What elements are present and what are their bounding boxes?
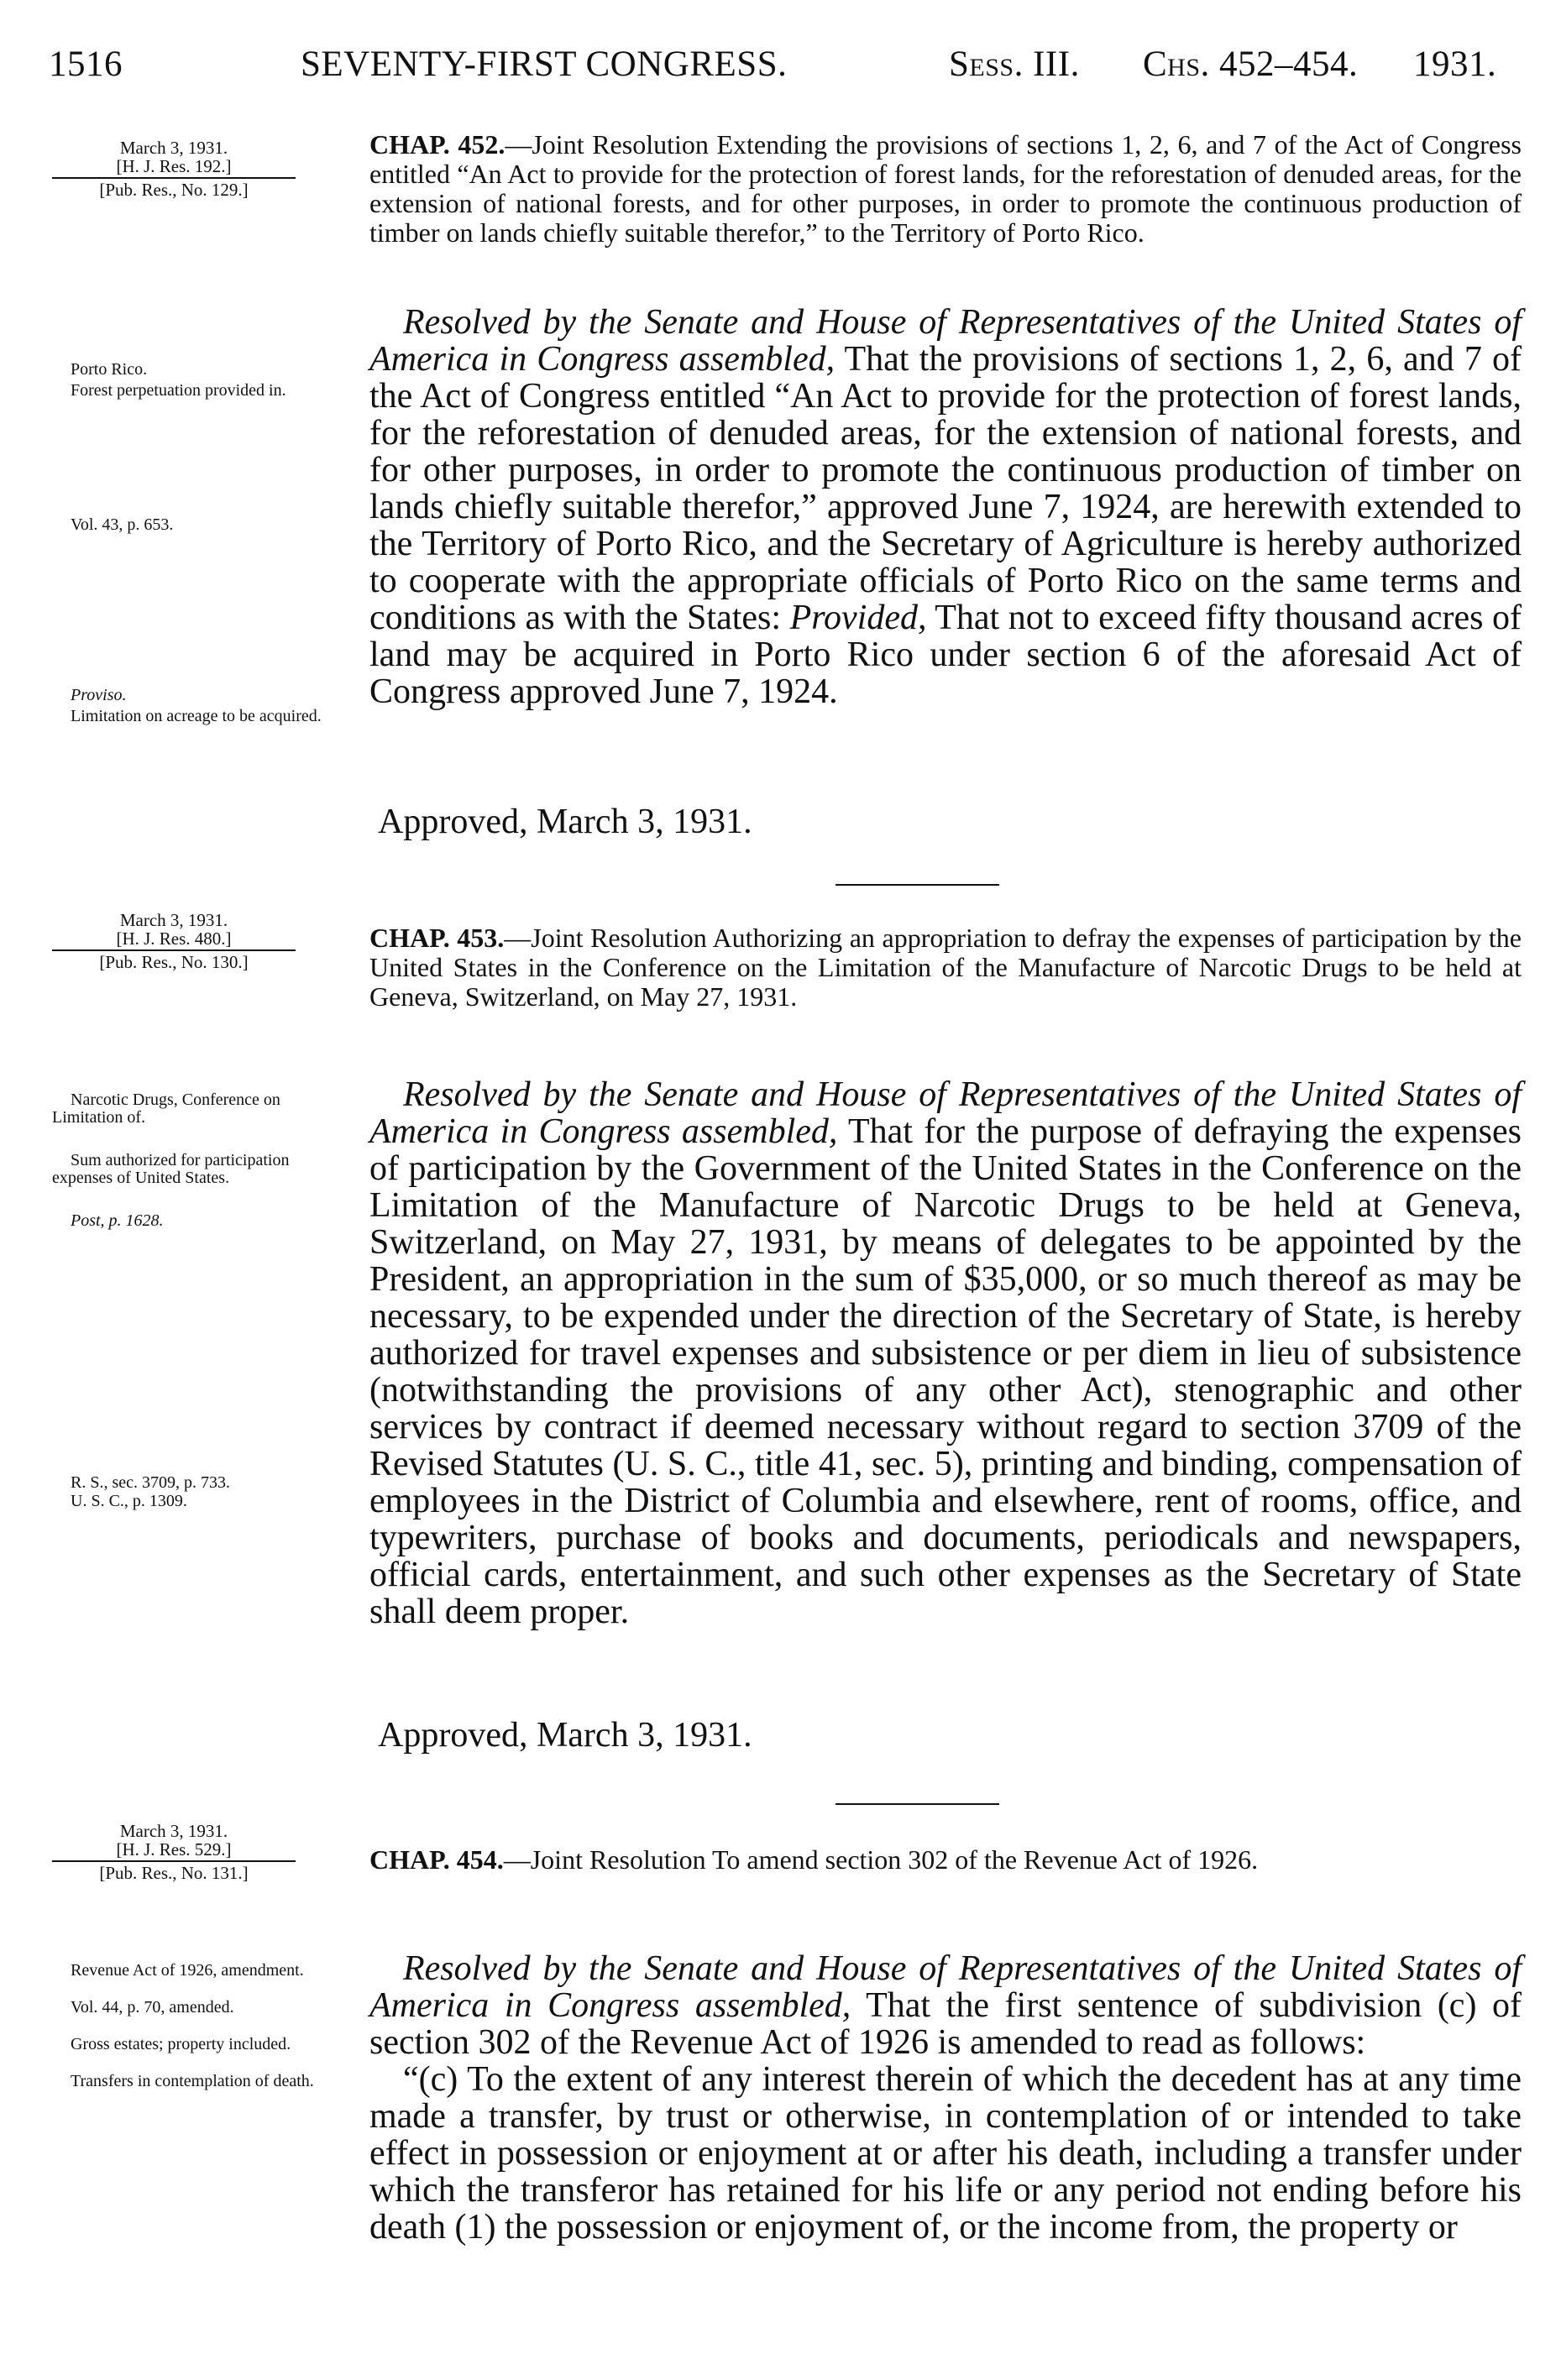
margin-rule bbox=[52, 949, 296, 951]
proviso-word: Provided, bbox=[789, 599, 927, 637]
enacting-clause: Resolved by the Senate and House of Representatives of the United States of America in Congress assembled, bbox=[369, 1075, 1522, 1151]
chapter-453-approved: Approved, March 3, 1931. bbox=[378, 1716, 752, 1755]
chapter-453-body bbox=[369, 1076, 1522, 1630]
chapter-label: CHAP. 453. bbox=[369, 923, 505, 953]
margin-rule bbox=[52, 177, 296, 179]
body-text: That for the purpose of defraying the expenses of participation by the Government of the United States in the Conference on the Limitation of the Manufacture of Narcotic Drugs to be held at Geneva, Switzerland, on May 27, 1931, by means of delegates to be appointed by the President, an appropriation in the sum of $35,000, or so much thereof as may be necessary, to be expended under the direction of the Secretary of State, is hereby authorized for travel expenses and subsistence or per diem in lieu of subsistence (notwithstanding the provisions of any other Act), stenographic and other services by contract if deemed necessary without regard to section 3709 of the Revised Statutes (U. S. C., title 41, sec. 5), printing and binding, compensation of employees in the District of Columbia and elsewhere, rent of rooms, office, and typewriters, purchase of books and documents, periodicals and newspapers, official cards, entertainment, and such other expenses as the Secretary of State shall deem proper. bbox=[369, 1112, 1522, 1631]
body-text: That the provisions of sections 1, 2, 6, and 7 of the Act of Congress entitled “An Act to provide for the protection of forest lands, for the reforestation of denuded areas, for the extension of national forests, and for other purposes, in order to promote the continuous production of timber on lands chiefly suitable therefor,” approved June 7, 1924, are herewith extended to the Territory of Porto Rico, and the Secretary of Agriculture is hereby authorized to cooperate with the appropriate officials of Porto Rico on the same terms and conditions as with the States: bbox=[369, 340, 1522, 637]
section-separator bbox=[836, 1803, 999, 1805]
margin-date: March 3, 1931. bbox=[119, 138, 228, 158]
sidenote-vol-citation: Vol. 43, p. 653. bbox=[71, 515, 174, 534]
header-year: 1931. bbox=[1413, 44, 1497, 84]
enacting-clause: Resolved by the Senate and House of Representatives of the United States of America in Congress assembled, bbox=[369, 303, 1522, 379]
enacting-clause: Resolved by the Senate and House of Representatives of the United States of America in Congress assembled, bbox=[369, 1949, 1522, 2025]
chapter-454-title bbox=[369, 1845, 1522, 1875]
sidenote-post-citation: Post, p. 1628. bbox=[71, 1211, 164, 1230]
running-header bbox=[49, 44, 1511, 94]
chapter-453-margin-citation bbox=[52, 911, 338, 971]
chapters-label: Chs. 452–454. bbox=[1143, 44, 1359, 84]
chapter-label: CHAP. 452. bbox=[369, 129, 505, 160]
chapter-452-margin-citation bbox=[52, 139, 338, 199]
sidenote-transfers: Transfers in contemplation of death. bbox=[71, 2072, 314, 2090]
sidenote-rs-citation: R. S., sec. 3709, p. 733. bbox=[71, 1473, 230, 1492]
sidenote-porto-rico: Porto Rico. bbox=[71, 360, 148, 379]
proviso-text: That not to exceed fifty thousand acres of land may be acquired in Porto Rico under section 6 of the aforesaid Act of Congress approved June 7, 1924. bbox=[369, 599, 1522, 711]
sidenote-vol-citation: Vol. 44, p. 70, amended. bbox=[71, 1998, 234, 2016]
margin-date: March 3, 1931. bbox=[119, 910, 228, 930]
chapter-label: CHAP. 454. bbox=[369, 1844, 504, 1875]
chapter-453-title bbox=[369, 923, 1522, 1012]
session-label: Sess. III. bbox=[949, 44, 1080, 84]
margin-bill-ref: [H. J. Res. 529.] bbox=[116, 1839, 232, 1860]
margin-rule bbox=[52, 1860, 296, 1862]
chapter-452-body bbox=[369, 304, 1522, 710]
margin-bill-ref: [H. J. Res. 192.] bbox=[116, 156, 232, 176]
sidenote-proviso: Proviso. bbox=[71, 686, 127, 704]
sidenote-usc-citation: U. S. C., p. 1309. bbox=[71, 1492, 187, 1510]
sidenote-revenue-act: Revenue Act of 1926, amendment. bbox=[71, 1961, 304, 1980]
chapter-title-text: —Joint Resolution To amend section 302 of the Revenue Act of 1926. bbox=[503, 1844, 1259, 1875]
margin-pub-res: [Pub. Res., No. 129.] bbox=[99, 180, 249, 200]
body-text: That the first sentence of subdivision (c) of section 302 of the Revenue Act of 1926 is amended to read as follows: bbox=[369, 1986, 1522, 2062]
chapter-452-title bbox=[369, 130, 1522, 248]
quoted-amendment: “(c) To the extent of any interest therein of which the decedent has at any time made a transfer, by trust or otherwise, in contemplation of or intended to take effect in possession or enjoyment at or after his death, including a transfer under which the transferor has retained for his life or any period not ending before his death (1) the possession or enjoyment of, or the income from, the property or bbox=[369, 2060, 1522, 2247]
sidenote-forest-perpetuation: Forest perpetuation provided in. bbox=[71, 381, 286, 400]
margin-bill-ref: [H. J. Res. 480.] bbox=[116, 928, 232, 949]
margin-pub-res: [Pub. Res., No. 130.] bbox=[99, 952, 249, 972]
chapter-title-text: —Joint Resolution Extending the provisions of sections 1, 2, 6, and 7 of the Act of Congress entitled “An Act to provide for the protection of forest lands, for the reforestation of denuded areas, for the extension of national forests, and for other purposes, in order to promote the continuous production of timber on lands chiefly suitable therefor,” to the Territory of Porto Rico. bbox=[369, 129, 1522, 248]
sidenote-gross-estates: Gross estates; property included. bbox=[71, 2035, 291, 2053]
sidenote-sum-authorized: Sum authorized for participation expenses of United States. bbox=[52, 1151, 290, 1187]
chapter-454-body bbox=[369, 1950, 1522, 2246]
chapter-454-margin-citation bbox=[52, 1822, 338, 1882]
chapter-452-approved: Approved, March 3, 1931. bbox=[378, 803, 752, 841]
section-separator bbox=[836, 884, 999, 886]
margin-date: March 3, 1931. bbox=[119, 1821, 228, 1841]
congress-title: SEVENTY-FIRST CONGRESS. bbox=[301, 44, 788, 84]
sidenote-narcotic-drugs: Narcotic Drugs, Conference on Limitation of. bbox=[52, 1091, 280, 1127]
sidenote-limitation: Limitation on acreage to be acquired. bbox=[71, 707, 322, 725]
chapter-title-text: —Joint Resolution Authorizing an appropriation to defray the expenses of participation by the United States in the Conference on the Limitation of the Manufacture of Narcotic Drugs to be held at Geneva, Switzerland, on May 27, 1931. bbox=[369, 923, 1522, 1012]
margin-pub-res: [Pub. Res., No. 131.] bbox=[99, 1863, 249, 1883]
page-number: 1516 bbox=[49, 44, 123, 84]
